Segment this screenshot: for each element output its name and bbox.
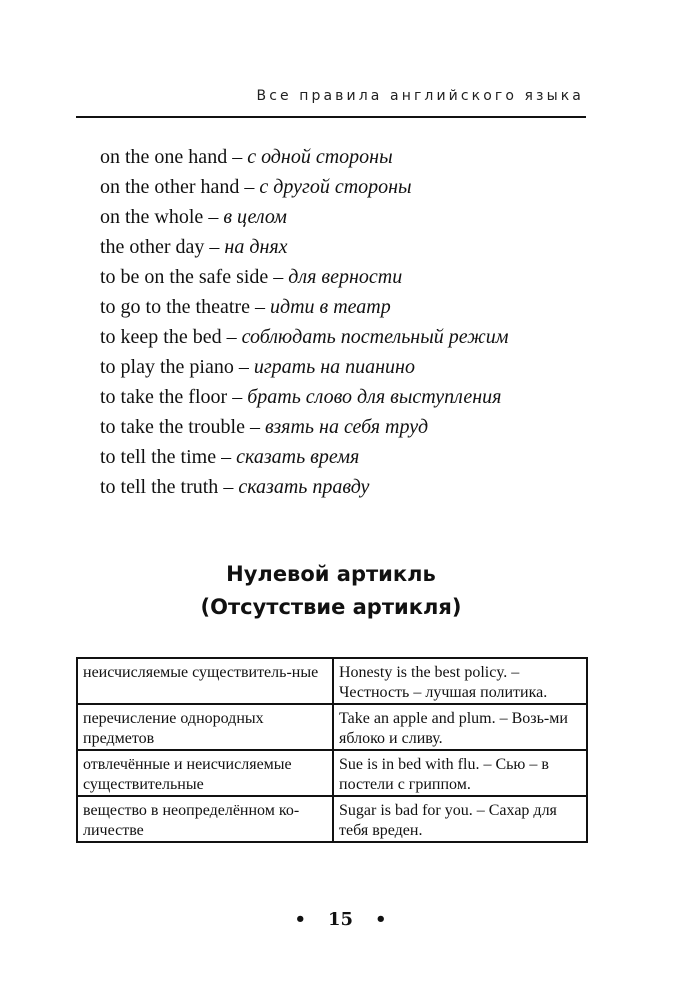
page-number: 15 <box>327 909 354 930</box>
phrase-en: to take the trouble <box>100 416 245 438</box>
table-row <box>77 658 587 704</box>
example-cell: Take an apple and plum. – Возь-ми яблоко и сливу. <box>333 704 587 750</box>
phrase-en: to tell the time <box>100 446 217 468</box>
dash: – <box>232 386 243 408</box>
table-row <box>77 750 587 796</box>
example-cell: Sugar is bad for you. – Сахар для тебя вреден. <box>333 796 587 842</box>
phrase-en: to take the floor <box>100 386 228 408</box>
phrase-en: to keep the bed <box>100 326 222 348</box>
example-cell: Honesty is the best policy. – Честность – лучшая политика. <box>333 658 587 704</box>
dash: – <box>273 266 284 288</box>
rule-cell: перечисление однородных предметов <box>77 704 333 750</box>
phrase-ru: идти в театр <box>269 296 391 318</box>
table-row <box>77 796 587 842</box>
phrase-item <box>100 412 509 442</box>
phrase-item <box>100 232 509 262</box>
phrase-en: to play the piano <box>100 356 234 378</box>
phrase-en: to be on the safe side <box>100 266 269 288</box>
rule-cell: неисчисляемые существитель-ные <box>77 658 333 704</box>
dash: – <box>232 146 243 168</box>
phrase-ru: в целом <box>223 206 287 228</box>
phrase-ru: брать слово для выступления <box>247 386 502 408</box>
phrase-ru: с другой стороны <box>259 176 412 198</box>
phrase-item <box>100 352 509 382</box>
phrase-item <box>100 172 509 202</box>
phrase-item <box>100 322 509 352</box>
bullet-right: • <box>375 909 387 930</box>
phrase-ru: сказать время <box>236 446 360 468</box>
running-head: Все правила английского языка <box>256 88 584 104</box>
phrase-ru: для верности <box>288 266 403 288</box>
phrase-en: to go to the theatre <box>100 296 250 318</box>
dash: – <box>249 416 260 438</box>
dash: – <box>238 356 249 378</box>
rule-cell: отвлечённые и неисчисляемые существительные <box>77 750 333 796</box>
phrase-en: on the one hand <box>100 146 228 168</box>
phrase-ru: с одной стороны <box>247 146 393 168</box>
phrase-item <box>100 472 509 502</box>
phrase-item <box>100 262 509 292</box>
phrase-en: on the other hand <box>100 176 240 198</box>
phrase-ru: на днях <box>224 236 288 258</box>
dash: – <box>254 296 265 318</box>
phrase-list <box>100 142 509 502</box>
header-rule <box>76 116 586 118</box>
section-heading <box>76 558 586 624</box>
section-subtitle: (Отсутствие артикля) <box>200 595 462 619</box>
phrase-item <box>100 382 509 412</box>
example-cell: Sue is in bed with flu. – Сью – в постели с гриппом. <box>333 750 587 796</box>
phrase-item <box>100 202 509 232</box>
dash: – <box>244 176 255 198</box>
rule-cell: вещество в неопределённом ко-личестве <box>77 796 333 842</box>
phrase-ru: играть на пианино <box>253 356 415 378</box>
article-rules-table <box>76 657 588 843</box>
phrase-en: on the whole <box>100 206 204 228</box>
dash: – <box>209 236 220 258</box>
table-row <box>77 704 587 750</box>
section-title: Нулевой артикль <box>226 562 436 586</box>
dash: – <box>223 476 234 498</box>
bullet-left: • <box>294 909 306 930</box>
dash: – <box>208 206 219 228</box>
phrase-item <box>100 292 509 322</box>
phrase-item <box>100 142 509 172</box>
dash: – <box>226 326 237 348</box>
phrase-ru: сказать правду <box>238 476 370 498</box>
phrase-en: to tell the truth <box>100 476 219 498</box>
page-footer <box>0 909 681 930</box>
phrase-item <box>100 442 509 472</box>
phrase-ru: взять на себя труд <box>264 416 429 438</box>
dash: – <box>221 446 232 468</box>
phrase-en: the other day <box>100 236 205 258</box>
phrase-ru: соблюдать постельный режим <box>241 326 509 348</box>
